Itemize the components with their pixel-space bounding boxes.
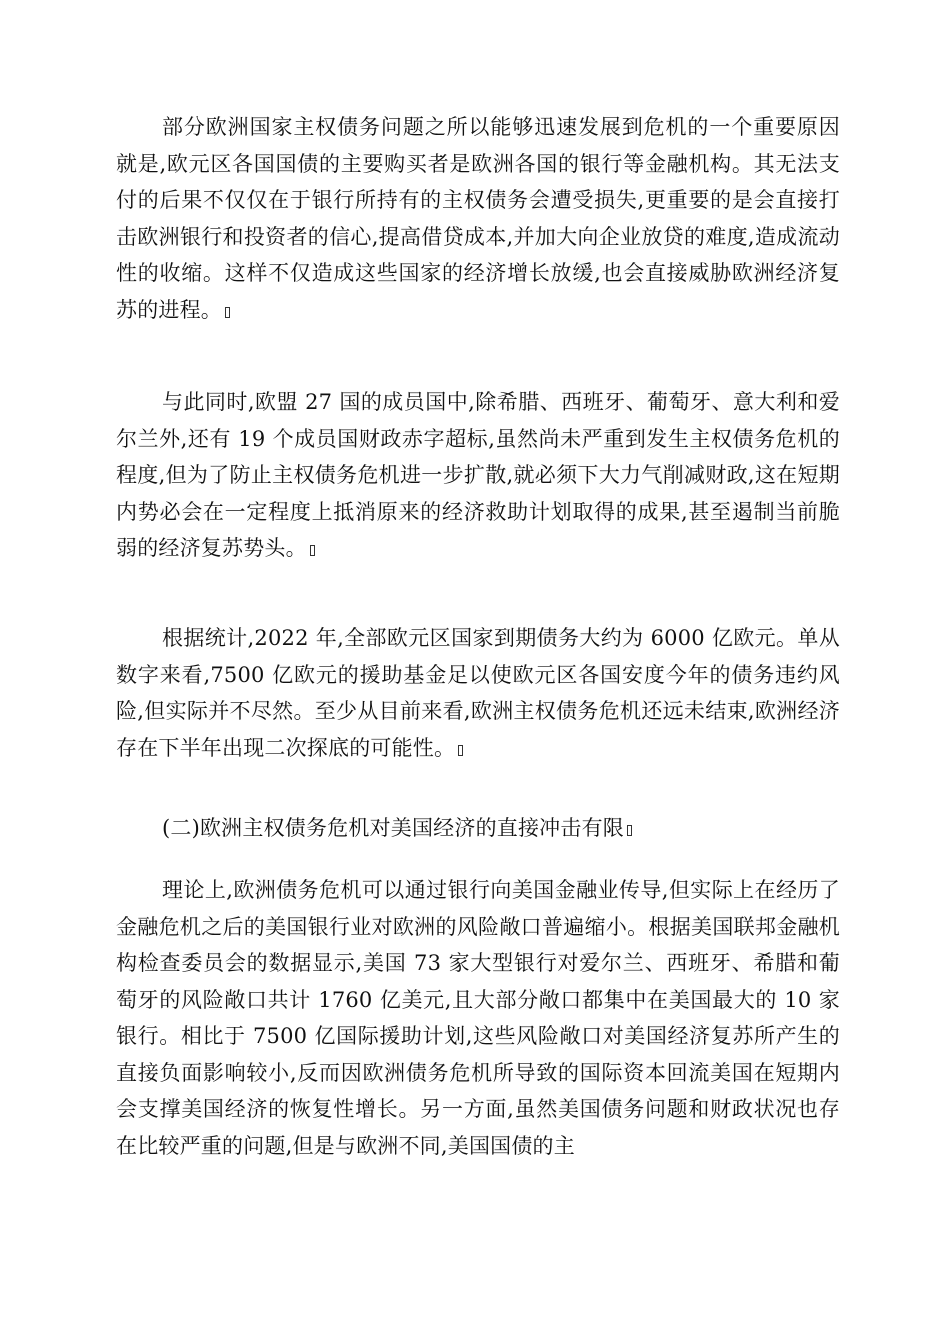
paragraph-2 — [116, 384, 840, 567]
paragraph-1 — [116, 109, 840, 328]
paragraph-2-text: 与此同时,欧盟 27 国的成员国中,除希腊、西班牙、葡萄牙、意大利和爱尔兰外,还有 19 个成员国财政赤字超标,虽然尚未严重到发生主权债务危机的程度,但为了防止主权债务危机进一步扩散,就必须下大力气削减财政,这在短期内势必会在一定程度上抵消原来的经济救助计划取得的成果,甚至遏制当前脆弱的经济复苏势头。 — [116, 390, 840, 560]
paragraph-4-text: 理论上,欧洲债务危机可以通过银行向美国金融业传导,但实际上在经历了金融危机之后的美国银行业对欧洲的风险敞口普遍缩小。根据美国联邦金融机构检查委员会的数据显示,美国 73 家大型银行对爱尔兰、西班牙、希腊和葡萄牙的风险敞口共计 1760 亿美元,且大部分敞口都集中在美国最大的 10 家银行。相比于 7500 亿国际援助计划,这些风险敞口对美国经济复苏所产生的直接负面影响较小,反而因欧洲债务危机所导致的国际资本回流美国在短期内会支撑美国经济的恢复性增长。另一方面,虽然美国债务问题和财政状况也存在比较严重的问题,但是与欧洲不同,美国国债的主 — [116, 878, 840, 1158]
paragraph-3-text: 根据统计,2022 年,全部欧元区国家到期债务大约为 6000 亿欧元。单从数字来看,7500 亿欧元的援助基金足以使欧元区各国安度今年的债务违约风险,但实际并不尽然。至少从目前来看,欧洲主权债务危机还远未结束,欧洲经济存在下半年出现二次探底的可能性。 — [116, 626, 840, 760]
paragraph-end-mark — [225, 307, 230, 318]
paragraph-1-text: 部分欧洲国家主权债务问题之所以能够迅速发展到危机的一个重要原因就是,欧元区各国国债的主要购买者是欧洲各国的银行等金融机构。其无法支付的后果不仅仅在于银行所持有的主权债务会遭受损失,更重要的是会直接打击欧洲银行和投资者的信心,提高借贷成本,并加大向企业放贷的难度,造成流动性的收缩。这样不仅造成这些国家的经济增长放缓,也会直接威胁欧洲经济复苏的进程。 — [116, 115, 840, 322]
section-heading-text: (二)欧洲主权债务危机对美国经济的直接冲击有限 — [162, 816, 624, 840]
paragraph-end-mark — [310, 545, 315, 556]
paragraph-3 — [116, 620, 840, 766]
section-heading — [116, 810, 840, 847]
paragraph-end-mark — [627, 825, 632, 836]
paragraph-4 — [116, 872, 840, 1164]
paragraph-end-mark — [458, 745, 463, 756]
